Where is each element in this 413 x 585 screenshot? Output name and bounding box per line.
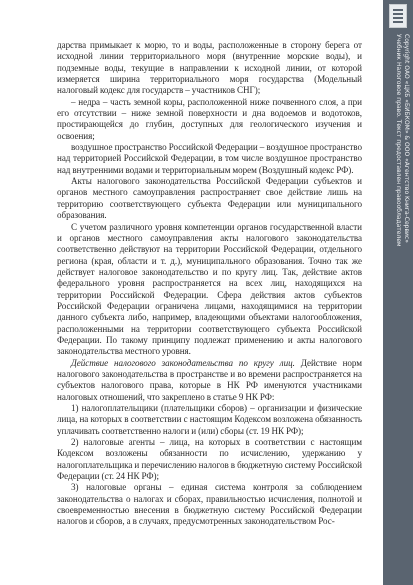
paragraph-5: С учетом различного уровня компетенции органов государственной власти и органов местного самоуправления акты налогового законодательства соответственно действуют на территории Российской Федерации, отдельного региона (края, области и т. д.), муниципального образования. Точно так же действует налоговое законодательство и по кругу лиц. Так, действие актов федерального уровня распространяется на всех лиц, находящихся на территории Российской Федерации. Сфера действия актов субъектов Российской Федерации ограничена лицами, находящимися на территории данного субъекта либо, например, владеющими объектами налогообложения, расположенными на территории соответствующего субъекта Российской Федерации. По такому принципу подлежат применению и акты налогового законодательства местного уровня. — [57, 221, 362, 357]
sidebar-line-2: Учебник Налоговое право. Текст предоставлен правообладателем — [395, 34, 402, 247]
publisher-logo-icon — [389, 4, 407, 28]
paragraph-4: Акты налогового законодательства Российской Федерации субъектов и органов местного самоуправления распространяет свое действие лишь на территорию соответствующего субъекта Федерации или муниципального образования. — [57, 176, 362, 221]
paragraph-9: 3) налоговые органы – единая система контроля за соблюдением законодательства о налогах и сборах, правильностью исчисления, полнотой и своевременностью внесения в бюджетную систему Российской Федерации налогов и сборов, а в случаях, предусмотренных законодательством Рос- — [57, 482, 362, 527]
section-heading-italic: Действие налогового законодательства по кругу лиц. — [71, 357, 295, 368]
sidebar-line-1: Copyright ОАО «ЦКБ «БИБКОМ» & ООО «Aгентство Kнига-Cервис» — [403, 34, 410, 243]
paragraph-1: дарства примыкает к морю, то и воды, расположенные в сторону берега от исходной линии территориального моря (внутренние морские воды), и подземные воды, текущие в направлении к исходной линии, от которой измеряется ширина территориального моря государства (Модельный налоговый кодекс для государств – участников СНГ); — [57, 40, 362, 96]
paragraph-8: 2) налоговые агенты – лица, на которых в соответствии с настоящим Кодексом возложены обязанности по исчислению, удержанию у налогоплательщика и перечислению налогов в бюджетную систему Российской Федерации (ст. 24 НК РФ); — [57, 437, 362, 482]
paragraph-6-text: Действие норм налогового законодательства в пространстве и во времени распространяется на субъектов налогового права, которые в НК РФ именуются участниками налоговых отношений, что закреплено в статье 9 НК РФ: — [57, 357, 362, 402]
paragraph-3: воздушное пространство Российской Федерации – воздушное пространство над территорией Российской Федерации, в том числе воздушное пространство над внутренними водами и территориальным морем (Воздушный кодекс РФ). — [57, 142, 362, 175]
paragraph-6 — [57, 358, 362, 403]
copyright-sidebar-text — [388, 34, 410, 574]
paragraph-2: – недра – часть земной коры, расположенной ниже почвенного слоя, а при его отсутствии – ниже земной поверхности и дна водоемов и водотоков, простирающейся до глубин, доступных для геологического изучения и освоения; — [57, 96, 362, 141]
document-body — [57, 40, 362, 528]
paragraph-7: 1) налогоплательщики (плательщики сборов) – организации и физические лица, на которых в соответствии с настоящим Кодексом возложена обязанность уплачивать соответственно налоги и (или) сборы (ст. 19 НК РФ); — [57, 403, 362, 436]
